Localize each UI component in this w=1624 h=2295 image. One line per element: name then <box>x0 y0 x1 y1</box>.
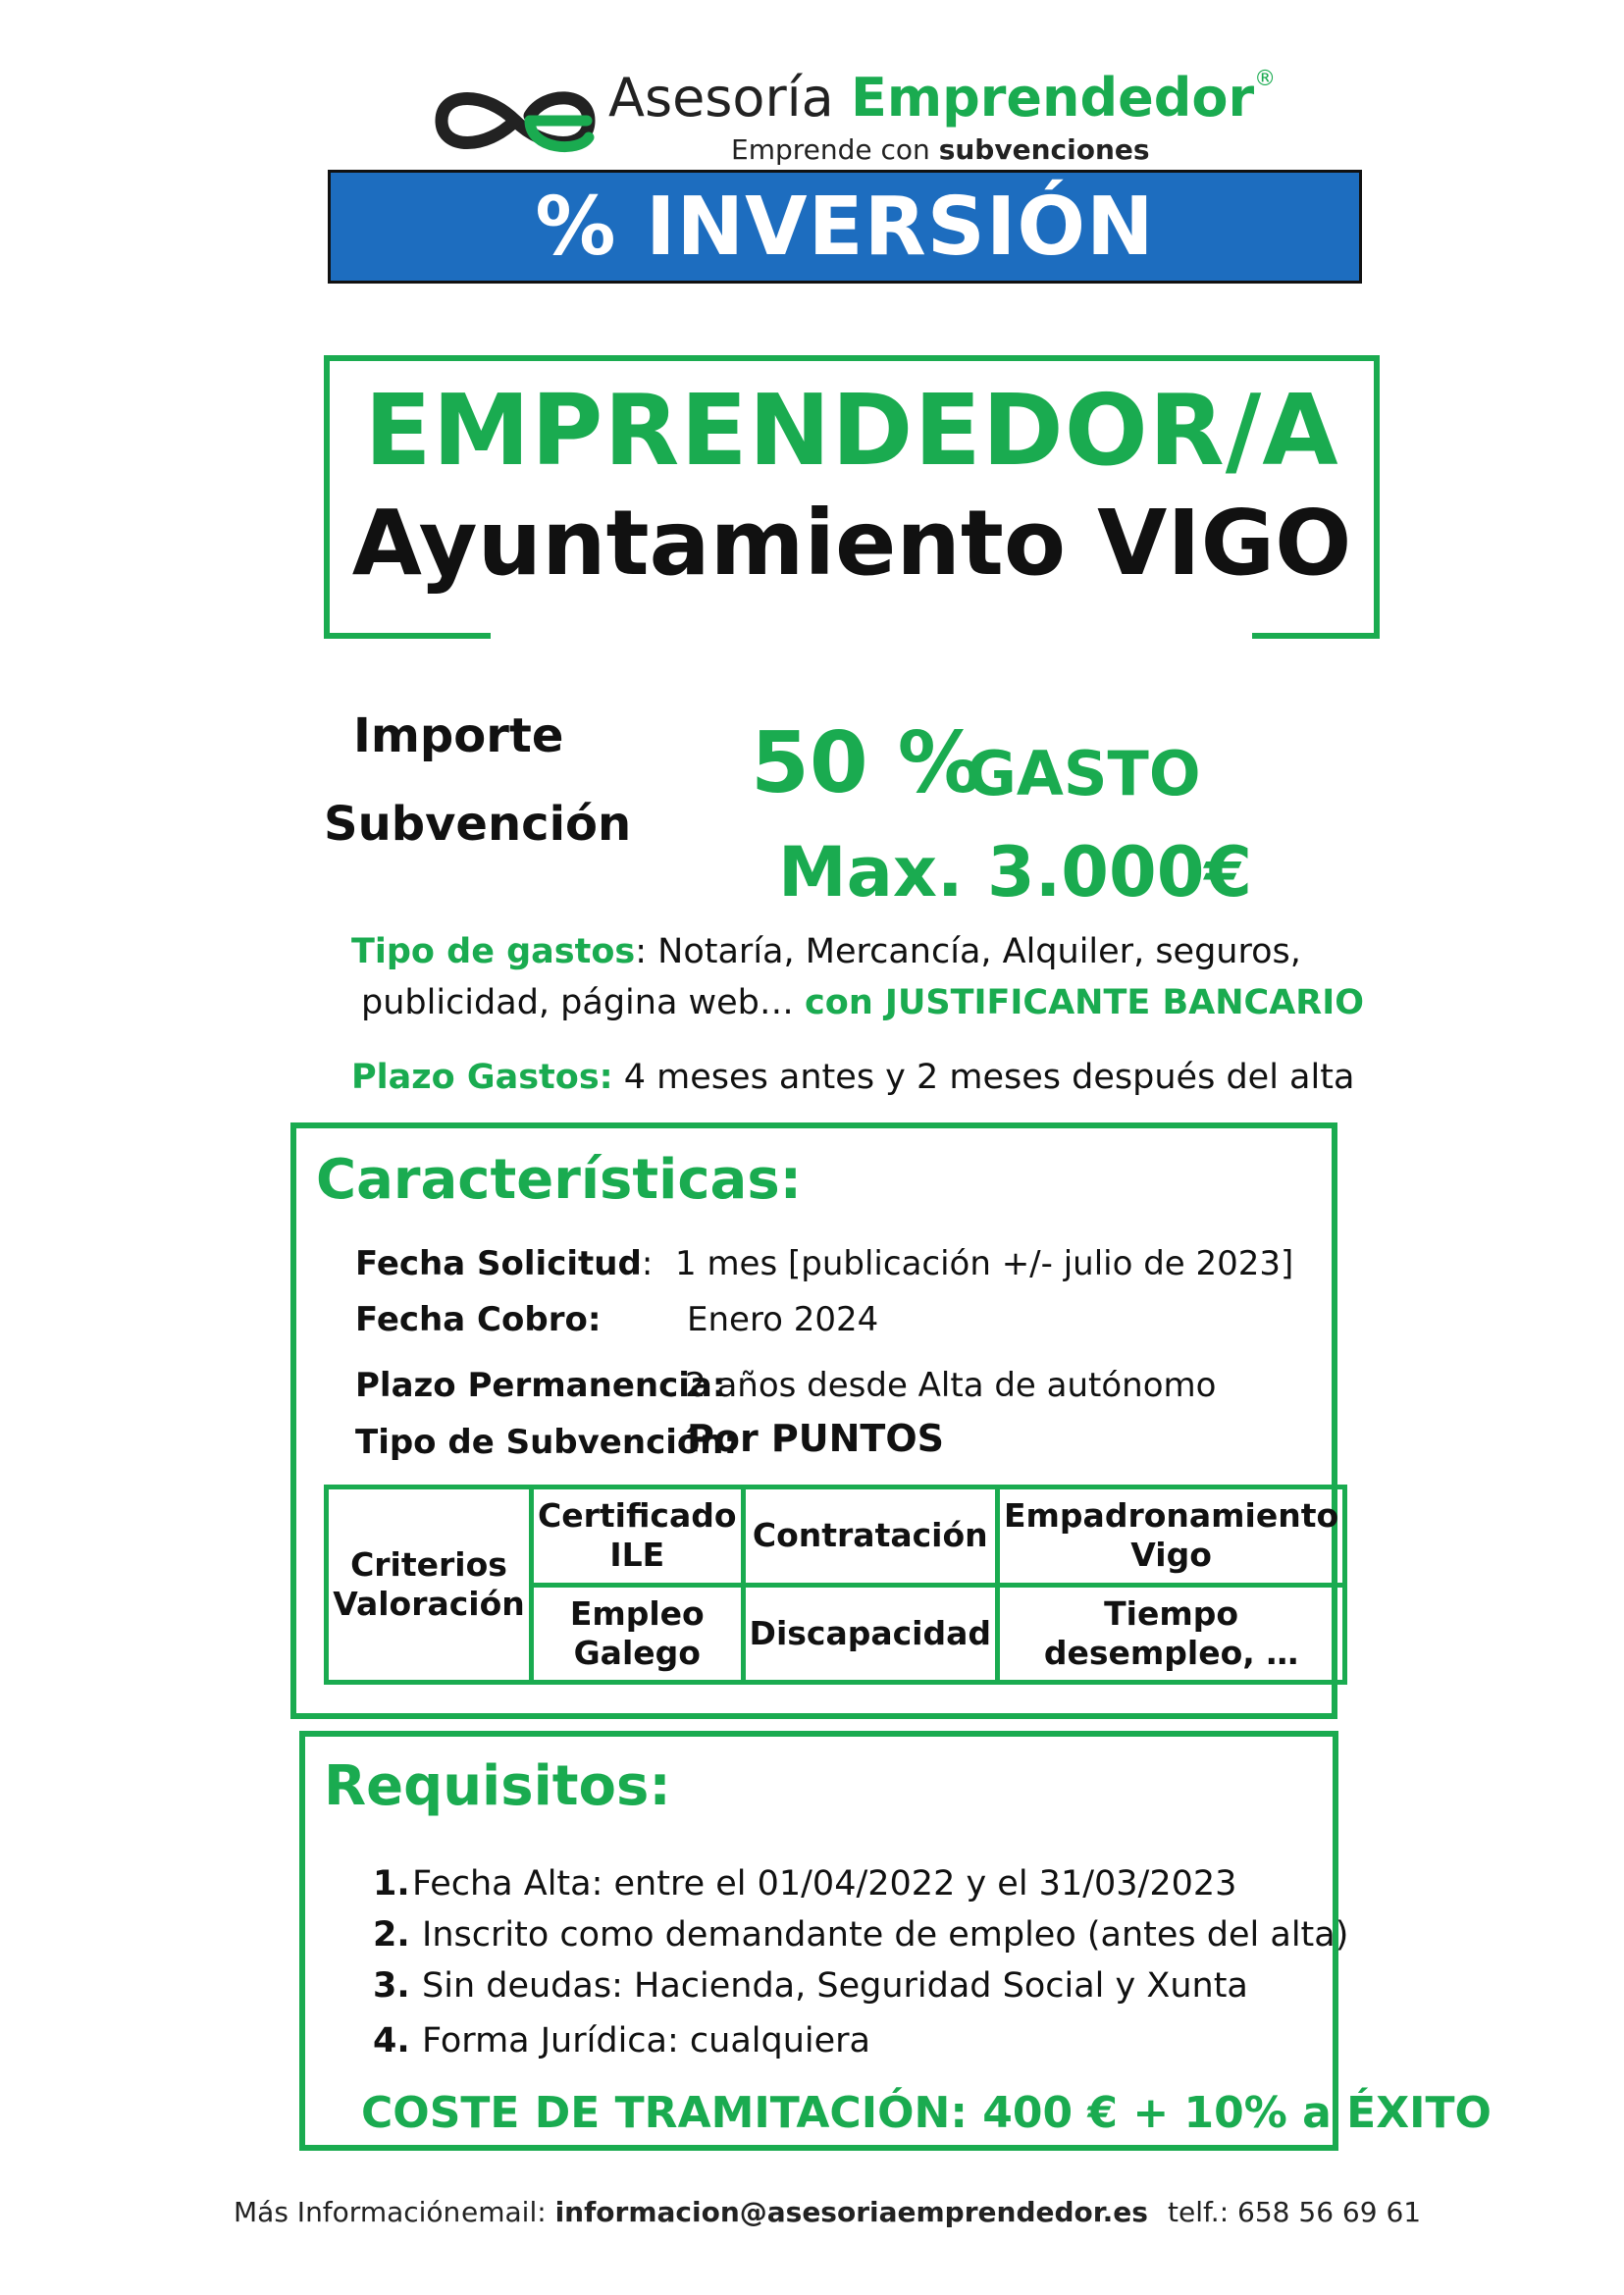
fecha-solicitud-key: Fecha Solicitud: <box>355 1244 654 1283</box>
fecha-cobro-value: Enero 2024 <box>687 1300 879 1339</box>
criterios-table <box>324 1485 1347 1685</box>
table-row <box>327 1487 1345 1586</box>
table-cell: Contratación <box>743 1487 997 1586</box>
fecha-solicitud-value: 1 mes [publicación +/- julio de 2023] <box>675 1244 1294 1283</box>
list-item: 2. Inscrito como demandante de empleo (antes del alta) <box>373 1915 1349 1955</box>
plazo-permanencia-value: 2 años desde Alta de autónomo <box>685 1366 1217 1405</box>
table-cell: Empleo Galego <box>532 1585 744 1683</box>
table-cell: Tiempo desempleo, … <box>998 1585 1345 1683</box>
footer-mas-informacion: Más Información <box>234 2196 461 2228</box>
title-box-bottom-left-border <box>324 633 491 639</box>
title-box-top-border <box>324 355 1380 361</box>
plazo-permanencia-key: Plazo Permanencia: <box>355 1366 726 1405</box>
brand-tagline: Emprende con subvenciones <box>731 133 1150 166</box>
criterios-header-cell: Criterios Valoración <box>327 1487 532 1683</box>
brand-logo <box>432 59 1277 177</box>
footer-telefono: telf.: 658 56 69 61 <box>1168 2196 1422 2228</box>
infinity-e-logo-icon <box>432 77 599 165</box>
tipo-subvencion-key: Tipo de Subvención: <box>355 1423 738 1462</box>
list-item: 1.Fecha Alta: entre el 01/04/2022 y el 31/03/2023 <box>373 1864 1237 1904</box>
brand-name: Asesoría Emprendedor® <box>608 67 1277 129</box>
investment-banner <box>328 170 1362 284</box>
title-emprendedor: EMPRENDEDOR/A <box>364 373 1339 488</box>
coste-tramitacion: COSTE DE TRAMITACIÓN: 400 € + 10% a ÉXITO <box>361 2088 1492 2138</box>
max-amount: Max. 3.000€ <box>778 832 1253 913</box>
email-link[interactable]: informacion@asesoriaemprendedor.es <box>554 2196 1148 2228</box>
title-box <box>324 355 1380 639</box>
banner-text: % INVERSIÓN <box>535 180 1155 274</box>
importe-label: Importe <box>353 708 564 763</box>
caracteristicas-title: Características: <box>316 1148 803 1212</box>
tipo-subvencion-value: Por PUNTOS <box>687 1417 945 1460</box>
table-cell: Empadronamiento Vigo <box>998 1487 1345 1586</box>
gasto-label: GASTO <box>967 738 1201 809</box>
table-cell: Certificado ILE <box>532 1487 744 1586</box>
subvencion-label: Subvención <box>324 797 632 852</box>
percent-value: 50 % <box>751 714 982 812</box>
tipo-gastos-line2: publicidad, página web… con JUSTIFICANTE BANCARIO <box>361 983 1364 1022</box>
requisitos-title: Requisitos: <box>324 1754 671 1818</box>
table-cell: Discapacidad <box>743 1585 997 1683</box>
plazo-gastos: Plazo Gastos: 4 meses antes y 2 meses después del alta <box>351 1058 1355 1097</box>
fecha-cobro-key: Fecha Cobro: <box>355 1300 602 1339</box>
tipo-gastos-line1: Tipo de gastos: Notaría, Mercancía, Alquiler, seguros, <box>351 932 1301 971</box>
title-ayuntamiento: Ayuntamiento VIGO <box>351 491 1352 596</box>
footer-email: email: informacion@asesoriaemprendedor.es <box>461 2196 1148 2228</box>
list-item: 3. Sin deudas: Hacienda, Seguridad Social y Xunta <box>373 1966 1248 2006</box>
title-box-bottom-right-border <box>1252 633 1380 639</box>
list-item: 4. Forma Jurídica: cualquiera <box>373 2021 870 2060</box>
